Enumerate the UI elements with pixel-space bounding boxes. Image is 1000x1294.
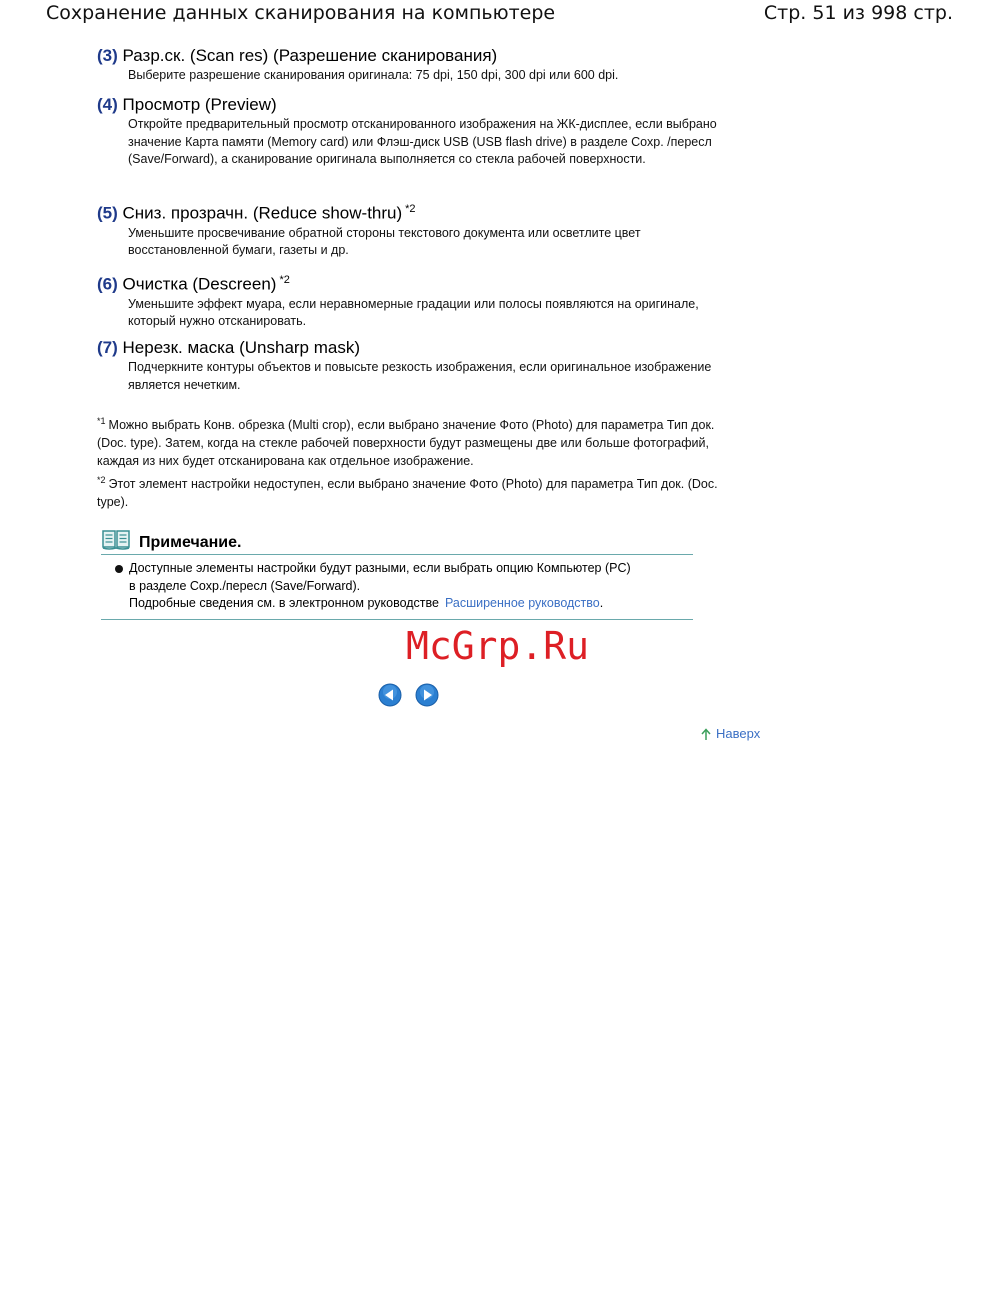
book-icon [102, 529, 130, 551]
note-box [101, 526, 693, 620]
footnote-mark: *2 [97, 475, 106, 485]
footnote-mark: *1 [97, 416, 106, 426]
item-label: Просмотр (Preview) [122, 95, 277, 114]
item-label: Сниз. прозрачн. (Reduce show-thru) [122, 203, 403, 223]
setting-item-unsharp-mask [97, 338, 777, 394]
item-number: (3) [97, 46, 118, 65]
note-line: Доступные элементы настройки будут разными, если выбрать опцию Компьютер (PC) [129, 561, 631, 575]
footnote-ref: *2 [405, 203, 416, 215]
item-number: (4) [97, 95, 118, 114]
bullet-icon [115, 565, 123, 573]
note-header [101, 526, 693, 555]
footnote-2 [97, 471, 747, 511]
item-label: Очистка (Descreen) [122, 274, 277, 294]
arrow-up-icon [700, 727, 712, 741]
item-title [97, 46, 777, 66]
item-title [97, 199, 777, 224]
note-line: в разделе Сохр./пересл (Save/Forward). [129, 578, 361, 593]
setting-item-reduce-show-thru [97, 199, 777, 260]
note-body [101, 555, 693, 620]
item-description: Откройте предварительный просмотр отсканированного изображения на ЖК-дисплее, если выбрано значение Карта памяти (Memory card) или Флэш-диск USB (USB flash drive) в разделе Сохр. /пересл (Save/Forward), а сканирование оригинала выполняется со стекла рабочей поверхности. [128, 117, 717, 166]
note-title: Примечание. [139, 534, 242, 551]
item-label: Разр.ск. (Scan res) (Разрешение сканирования) [122, 46, 498, 65]
setting-item-preview [97, 95, 777, 169]
setting-item-descreen [97, 270, 777, 331]
item-title [97, 338, 777, 358]
note-line-end: . [599, 596, 604, 610]
back-to-top-label: Наверх [716, 726, 761, 741]
note-line [129, 595, 631, 613]
item-title [97, 95, 777, 115]
page-counter: Стр. 51 из 998 стр. [763, 2, 953, 24]
item-description: Подчеркните контуры объектов и повысьте резкость изображения, если оригинальное изображение является нечетким. [128, 360, 712, 392]
item-label: Нерезк. маска (Unsharp mask) [122, 338, 361, 357]
item-number: (5) [97, 203, 118, 223]
back-to-top-link[interactable] [700, 726, 760, 741]
item-number: (6) [97, 274, 118, 294]
footnote-text: Этот элемент настройки недоступен, если выбрано значение Фото (Photo) для параметра Тип док. (Doc. type). [97, 477, 718, 510]
footnote-ref: *2 [279, 274, 290, 286]
item-number: (7) [97, 338, 118, 357]
item-description: Уменьшите эффект муара, если неравномерные градации или полосы появляются на оригинале, который нужно отсканировать. [128, 296, 699, 329]
next-page-button[interactable] [415, 683, 439, 707]
page-title: Сохранение данных сканирования на компьютере [46, 2, 556, 24]
footnote-text: Можно выбрать Конв. обрезка (Multi crop), если выбрано значение Фото (Photo) для параметра Тип док. (Doc. type). Затем, когда на стекле рабочей поверхности будут размещены две или больше фотографий, каждая из них будет отсканирована как отдельное изображение. [97, 418, 715, 469]
item-description: Выберите разрешение сканирования оригинала: 75 dpi, 150 dpi, 300 dpi или 600 dpi. [128, 68, 619, 82]
setting-item-scan-res [97, 46, 777, 85]
note-bullet-item [115, 560, 693, 613]
item-title [97, 270, 777, 295]
watermark: McGrp.Ru [406, 624, 590, 668]
prev-page-button[interactable] [378, 683, 402, 707]
manual-link[interactable]: Расширенное руководство [444, 596, 600, 610]
item-description: Уменьшите просвечивание обратной стороны текстового документа или осветлите цвет восстановленной бумаги, газеты и др. [128, 225, 641, 258]
note-line-text: Подробные сведения см. в электронном руководстве [129, 596, 439, 610]
footnote-1 [97, 412, 747, 470]
